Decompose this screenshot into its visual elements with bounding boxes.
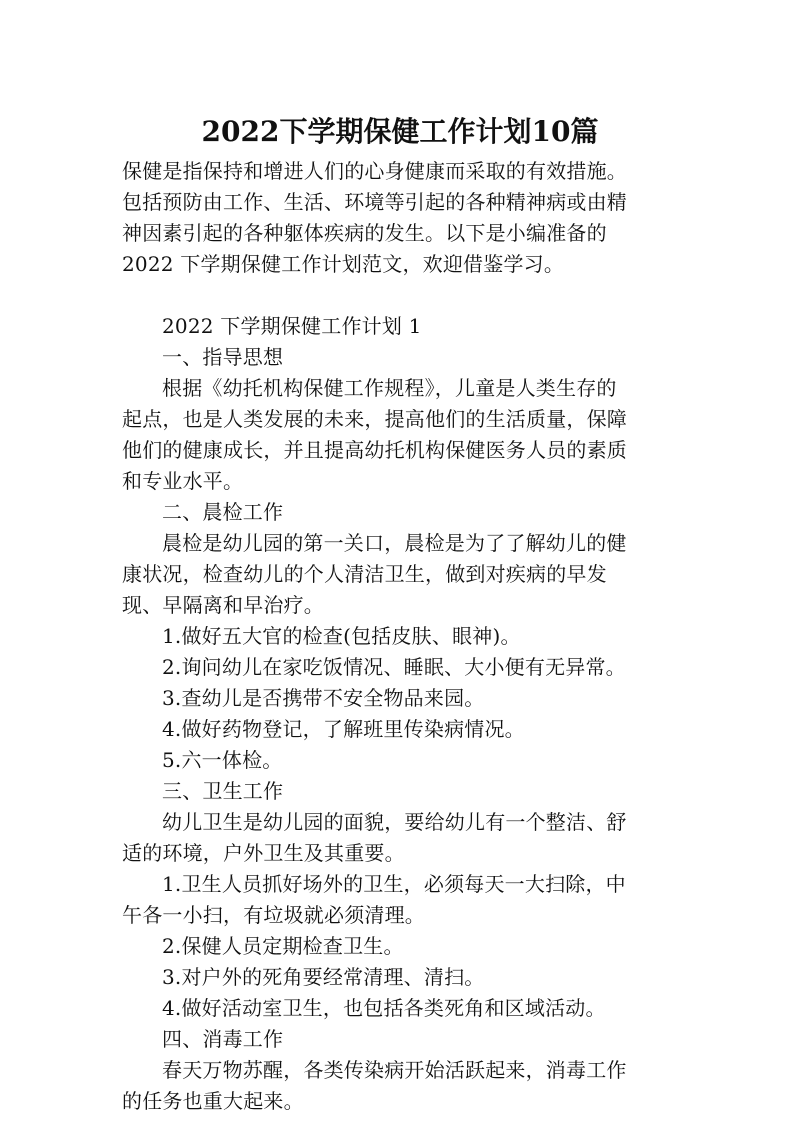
document-body <box>122 156 682 1117</box>
text-line: 二、晨检工作 <box>162 500 284 524</box>
text-line: 午各一小扫，有垃圾就必须清理。 <box>122 903 425 927</box>
text-line: 2.保健人员定期检查卫生。 <box>162 934 404 958</box>
text-line: 春天万物苏醒，各类传染病开始活跃起来，消毒工作 <box>162 1058 627 1082</box>
text-line: 适的环境，户外卫生及其重要。 <box>122 841 405 865</box>
text-line: 幼儿卫生是幼儿园的面貌，要给幼儿有一个整洁、舒 <box>162 810 627 834</box>
text-line: 3.查幼儿是否携带不安全物品来园。 <box>162 686 485 710</box>
text-line: 4.做好活动室卫生，也包括各类死角和区域活动。 <box>162 996 606 1020</box>
text-line: 包括预防由工作、生活、环境等引起的各种精神病或由精 <box>122 190 627 214</box>
text-line: 一、指导思想 <box>162 345 284 369</box>
text-line: 3.对户外的死角要经常清理、清扫。 <box>162 965 485 989</box>
text-line: 四、消毒工作 <box>162 1027 284 1051</box>
text-line: 康状况，检查幼儿的个人清洁卫生，做到对疾病的早发 <box>122 562 607 586</box>
text-line: 保健是指保持和增进人们的心身健康而采取的有效措施。 <box>122 159 627 183</box>
text-line: 1.卫生人员抓好场外的卫生，必须每天一大扫除，中 <box>162 872 626 896</box>
text-line: 现、早隔离和早治疗。 <box>122 593 324 617</box>
document-title: 2022下学期保健工作计划10篇 <box>201 115 599 148</box>
text-line: 三、卫生工作 <box>162 779 284 803</box>
text-line: 5.六一体检。 <box>162 748 283 772</box>
text-line: 他们的健康成长，并且提高幼托机构保健医务人员的素质 <box>122 438 627 462</box>
text-line: 1.做好五大官的检查(包括皮肤、眼神)。 <box>162 624 521 648</box>
text-line: 4.做好药物登记，了解班里传染病情况。 <box>162 717 525 741</box>
text-line: 神因素引起的各种躯体疾病的发生。以下是小编准备的 <box>122 221 607 245</box>
text-line: 2022 下学期保健工作计划 1 <box>162 314 422 338</box>
text-line: 晨检是幼儿园的第一关口，晨检是为了了解幼儿的健 <box>162 531 627 555</box>
text-line: 2.询问幼儿在家吃饭情况、睡眠、大小便有无异常。 <box>162 655 626 679</box>
text-line: 起点，也是人类发展的未来，提高他们的生活质量，保障 <box>122 407 627 431</box>
text-line: 2022 下学期保健工作计划范文，欢迎借鉴学习。 <box>122 252 565 276</box>
text-line: 根据《幼托机构保健工作规程》，儿童是人类生存的 <box>162 376 617 400</box>
text-line: 和专业水平。 <box>122 469 244 493</box>
blank-line <box>122 280 682 311</box>
text-line: 的任务也重大起来。 <box>122 1089 304 1113</box>
